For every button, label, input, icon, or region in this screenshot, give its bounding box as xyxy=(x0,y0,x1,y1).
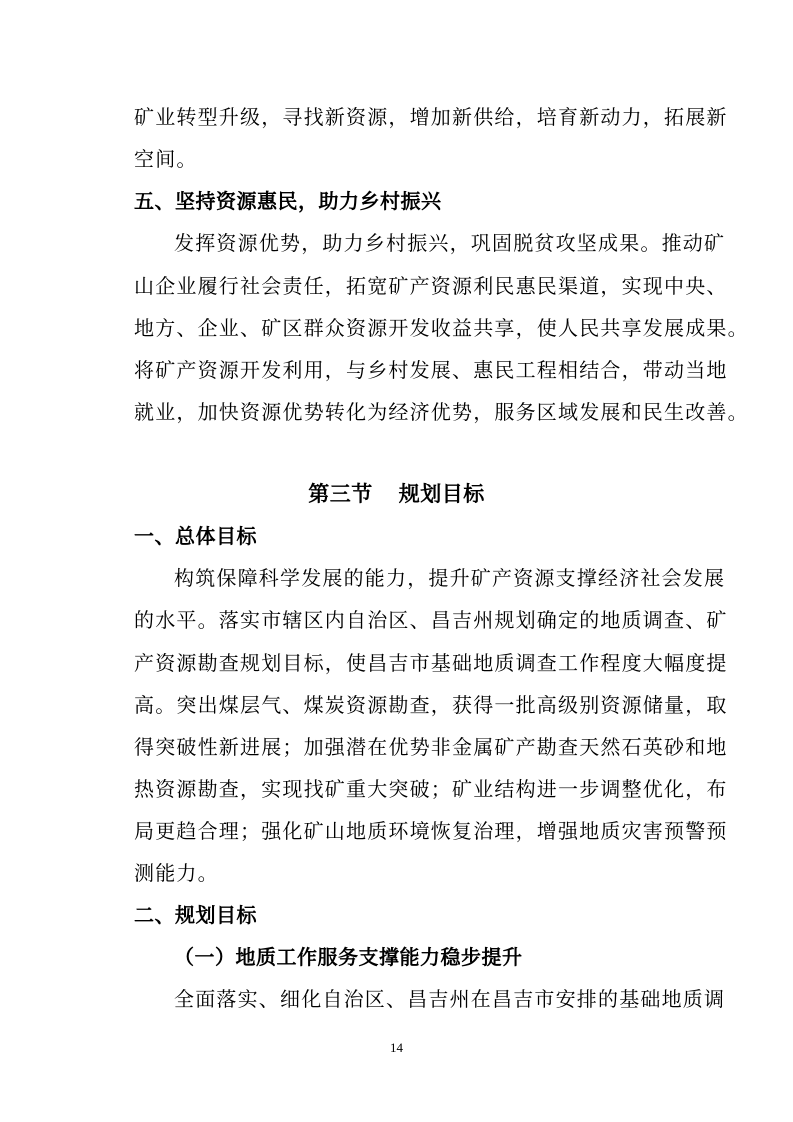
section-label: 第三节 xyxy=(308,482,373,506)
part2-line-1: 全面落实、细化自治区、昌吉州在昌吉市安排的基础地质调 xyxy=(174,987,726,1011)
section5-line-4: 将矿产资源开发利用，与乡村发展、惠民工程相结合，带动当地 xyxy=(134,358,728,382)
part1-line-1: 构筑保障科学发展的能力，提升矿产资源支撑经济社会发展 xyxy=(174,566,726,590)
part2-subheading: （一）地质工作服务支撑能力稳步提升 xyxy=(174,945,523,969)
section5-line-5: 就业，加快资源优势转化为经济优势，服务区域发展和民生改善。 xyxy=(134,400,749,424)
section5-line-1: 发挥资源优势，助力乡村振兴，巩固脱贫攻坚成果。推动矿 xyxy=(174,231,726,255)
section-title-text: 规划目标 xyxy=(398,482,485,506)
part1-line-4: 高。突出煤层气、煤炭资源勘查，获得一批高级别资源储量，取 xyxy=(134,693,728,717)
part1-line-6: 热资源勘查，实现找矿重大突破；矿业结构进一步调整优化，布 xyxy=(134,777,728,801)
part1-line-2: 的水平。落实市辖区内自治区、昌吉州规划确定的地质调查、矿 xyxy=(134,608,728,632)
page-number: 14 xyxy=(390,1040,403,1055)
section5-heading: 五、坚持资源惠民，助力乡村振兴 xyxy=(134,189,442,213)
section-title xyxy=(0,480,793,508)
part1-heading: 一、总体目标 xyxy=(134,524,257,548)
part2-heading: 二、规划目标 xyxy=(134,903,257,927)
section5-line-3: 地方、企业、矿区群众资源开发收益共享，使人民共享发展成果。 xyxy=(134,316,749,340)
intro-line-2: 空间。 xyxy=(134,147,198,171)
part1-line-7: 局更趋合理；强化矿山地质环境恢复治理，增强地质灾害预警预 xyxy=(134,819,728,843)
part1-line-8: 测能力。 xyxy=(134,861,219,885)
section5-line-2: 山企业履行社会责任，拓宽矿产资源利民惠民渠道，实现中央、 xyxy=(134,274,728,298)
part1-line-3: 产资源勘查规划目标，使昌吉市基础地质调查工作程度大幅度提 xyxy=(134,651,728,675)
intro-line-1: 矿业转型升级，寻找新资源，增加新供给，培育新动力，拓展新 xyxy=(134,105,728,129)
part1-line-5: 得突破性新进展；加强潜在优势非金属矿产勘查天然石英砂和地 xyxy=(134,735,728,759)
